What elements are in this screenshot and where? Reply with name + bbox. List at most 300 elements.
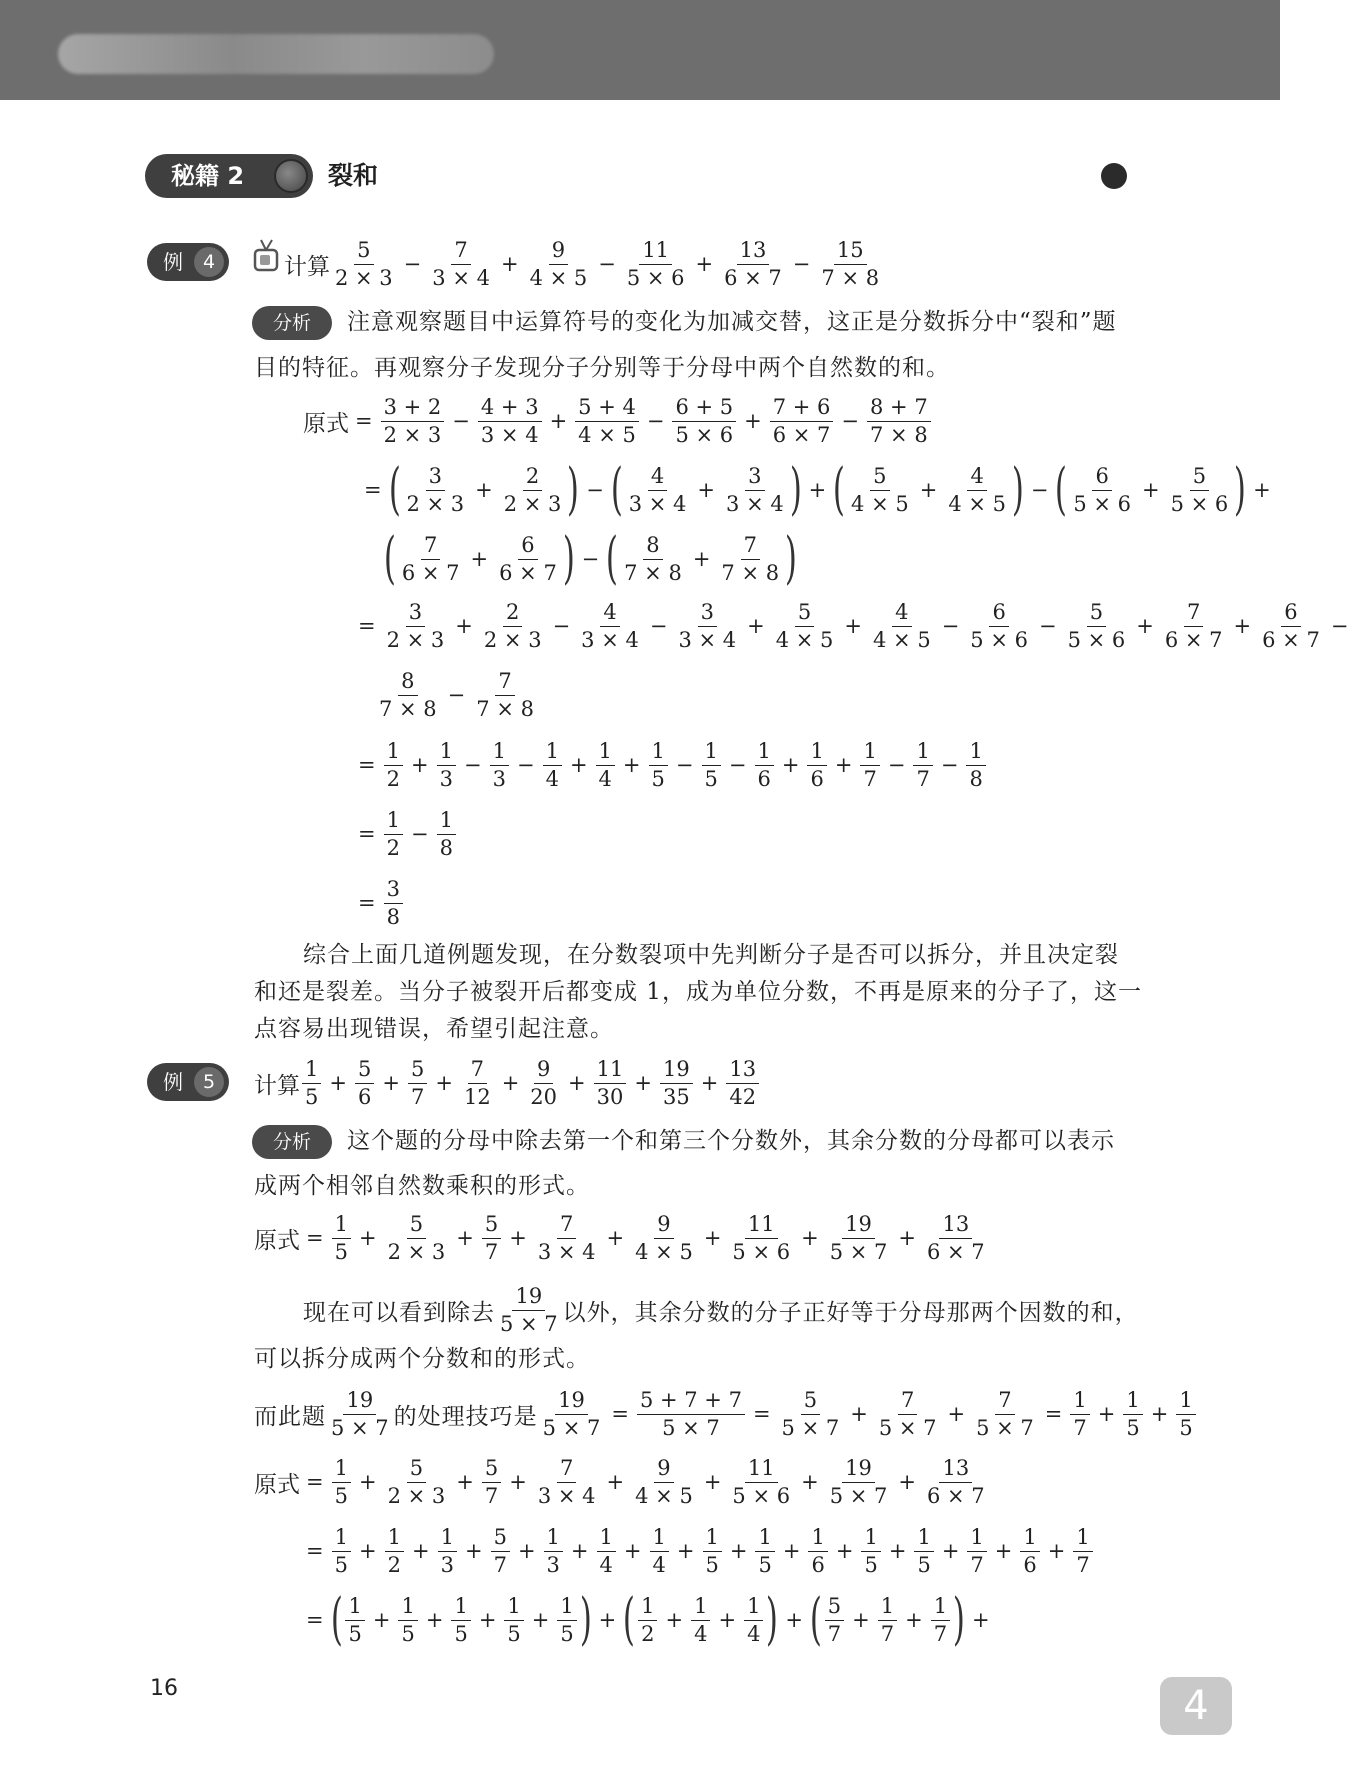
- operator: =: [358, 891, 376, 915]
- denominator: 12: [463, 1084, 491, 1109]
- parenthesis: (: [610, 457, 623, 522]
- fraction: [621, 532, 685, 587]
- fraction: [755, 1524, 774, 1579]
- operator: +: [531, 1608, 550, 1632]
- denominator: 5 × 6: [675, 422, 734, 447]
- denominator: 4: [599, 1552, 613, 1577]
- denominator: 4 × 5: [948, 491, 1006, 516]
- numerator: 1: [332, 1211, 351, 1239]
- operator: −: [841, 409, 860, 433]
- denominator: 4 × 5: [775, 627, 834, 652]
- denominator: 2 × 3: [383, 422, 442, 447]
- denominator: 5: [334, 1552, 348, 1577]
- parenthesis: ): [766, 1587, 779, 1652]
- operator: −: [1030, 478, 1049, 502]
- example-5-problem: [254, 1053, 761, 1113]
- numerator: 6: [1281, 599, 1300, 627]
- operator: +: [844, 614, 863, 638]
- numerator: 1: [543, 738, 562, 766]
- fraction: [861, 1524, 880, 1579]
- denominator: 5: [348, 1621, 362, 1646]
- denominator: 7 × 8: [379, 696, 437, 721]
- origin-label: 原式: [254, 1471, 300, 1498]
- parenthesis: ): [562, 526, 575, 591]
- fraction: [637, 1387, 745, 1442]
- denominator: 3: [440, 1552, 454, 1577]
- operator: +: [435, 1071, 453, 1095]
- fraction: [1168, 463, 1232, 518]
- denominator: 6 × 7: [772, 422, 831, 447]
- origin-label: 原式: [303, 410, 349, 437]
- numerator: 7: [741, 532, 760, 560]
- numerator: 1: [384, 807, 403, 835]
- denominator: 6 × 7: [724, 265, 782, 290]
- operator: =: [358, 822, 376, 846]
- fraction: [827, 1455, 891, 1510]
- fraction: [1176, 1387, 1195, 1442]
- denominator: 3: [439, 766, 453, 791]
- numerator: 6: [518, 532, 537, 560]
- fraction: [1070, 1387, 1089, 1442]
- numerator: 11: [745, 1455, 778, 1483]
- fraction: [535, 1455, 599, 1510]
- fraction: [473, 668, 537, 723]
- operator: +: [695, 252, 714, 276]
- denominator: 4: [652, 1552, 666, 1577]
- fraction: [878, 1593, 897, 1648]
- numerator: 7: [995, 1387, 1014, 1415]
- fraction: [594, 1056, 627, 1111]
- denominator: 6: [1023, 1552, 1037, 1577]
- denominator: 3 × 4: [432, 265, 490, 290]
- denominator: 4 × 5: [578, 422, 636, 447]
- operator: +: [549, 409, 568, 433]
- solution-line: [358, 874, 405, 932]
- numerator: 1: [557, 1593, 576, 1621]
- numerator: 4 + 3: [478, 394, 542, 422]
- fraction: [543, 738, 562, 793]
- denominator: 7 × 8: [476, 696, 534, 721]
- parenthesis: ): [785, 526, 798, 591]
- denominator: 4: [598, 766, 612, 791]
- denominator: 5 × 7: [829, 1483, 888, 1508]
- fraction: [482, 1455, 501, 1510]
- operator: −: [447, 683, 466, 707]
- denominator: 7: [863, 766, 877, 791]
- denominator: 3: [546, 1552, 560, 1577]
- numerator: 1: [437, 807, 456, 835]
- example-number: 5: [194, 1067, 224, 1097]
- operator: +: [905, 1608, 923, 1632]
- numerator: 1: [860, 738, 879, 766]
- operator: +: [697, 478, 716, 502]
- operator: +: [700, 1071, 719, 1095]
- operator: +: [888, 1539, 907, 1563]
- solution-line: [383, 526, 798, 591]
- text-segment: 的处理技巧是: [393, 1403, 538, 1430]
- fraction: [557, 1593, 576, 1648]
- fraction: [755, 738, 774, 793]
- numerator: 19: [512, 1283, 545, 1311]
- denominator: 7 × 8: [870, 422, 928, 447]
- denominator: 5 × 7: [331, 1415, 389, 1440]
- analysis-text-line: 这个题的分母中除去第一个和第三个分数外，其余分数的分母都可以表示: [347, 1128, 1115, 1154]
- fraction: [729, 1455, 793, 1510]
- numerator: 1: [504, 1593, 523, 1621]
- operator: +: [665, 1608, 684, 1632]
- numerator: 1: [703, 1524, 722, 1552]
- fraction: [384, 599, 448, 654]
- operator: +: [470, 547, 489, 571]
- denominator: 5: [334, 1483, 348, 1508]
- fraction: [385, 1524, 404, 1579]
- numerator: 1: [755, 1524, 774, 1552]
- denominator: 3: [492, 766, 506, 791]
- parenthesis: (: [623, 1587, 636, 1652]
- numerator: 1: [878, 1593, 897, 1621]
- denominator: 5 × 6: [626, 265, 685, 290]
- fraction: [779, 1387, 843, 1442]
- numerator: 1: [931, 1593, 950, 1621]
- solution-line: [358, 736, 988, 794]
- operator: +: [941, 1539, 960, 1563]
- fraction: [384, 876, 403, 931]
- fraction: [504, 1593, 523, 1648]
- fraction: [860, 738, 879, 793]
- solution-line: [306, 1522, 1095, 1580]
- operator: =: [1044, 1402, 1063, 1426]
- denominator: 5: [864, 1552, 878, 1577]
- numerator: 1: [1176, 1387, 1195, 1415]
- fraction: [384, 807, 403, 862]
- operator: −: [675, 753, 694, 777]
- numerator: 1: [345, 1593, 364, 1621]
- tv-icon: [253, 238, 279, 274]
- fraction: [437, 807, 456, 862]
- fraction: [626, 463, 690, 518]
- denominator: 7: [933, 1621, 948, 1646]
- fraction: [596, 738, 615, 793]
- operator: +: [358, 1539, 377, 1563]
- denominator: 5: [704, 766, 718, 791]
- denominator: 5: [560, 1621, 574, 1646]
- fraction: [876, 1387, 940, 1442]
- denominator: 2 × 3: [387, 1239, 446, 1264]
- example-label: 例: [163, 250, 183, 274]
- denominator: 2 × 3: [483, 627, 542, 652]
- denominator: 5 × 7: [781, 1415, 840, 1440]
- operator: +: [744, 409, 762, 433]
- denominator: 4: [545, 766, 559, 791]
- analysis-badge: 分析: [252, 306, 332, 340]
- operator: −: [940, 753, 959, 777]
- example-number: 4: [194, 247, 224, 277]
- operator: +: [971, 1608, 990, 1632]
- fraction: [1259, 599, 1323, 654]
- fraction: [1065, 599, 1129, 654]
- denominator: 5: [1126, 1415, 1140, 1440]
- fraction: [527, 1056, 560, 1111]
- fraction: [723, 463, 787, 518]
- numerator: 7 + 6: [770, 394, 834, 422]
- numerator: 1: [744, 1593, 763, 1621]
- operator: −: [586, 478, 604, 502]
- operator: =: [364, 478, 382, 502]
- denominator: 8: [969, 766, 983, 791]
- denominator: 3 × 4: [678, 627, 737, 652]
- numerator: 1: [332, 1524, 351, 1552]
- fraction: [332, 1524, 351, 1579]
- fraction: [575, 394, 639, 449]
- numerator: 9: [654, 1211, 673, 1239]
- denominator: 6 × 7: [1164, 627, 1223, 652]
- fraction: [403, 463, 467, 518]
- fraction: [632, 1211, 696, 1266]
- numerator: 19: [842, 1211, 875, 1239]
- operator: +: [456, 1470, 474, 1494]
- numerator: 5: [1087, 599, 1106, 627]
- denominator: 3 × 4: [628, 491, 687, 516]
- numerator: 6: [989, 599, 1008, 627]
- text-segment: 现在可以看到除去: [303, 1299, 495, 1326]
- numerator: 1: [438, 1524, 457, 1552]
- numerator: 9: [534, 1056, 553, 1084]
- denominator: 5 × 7: [662, 1415, 720, 1440]
- solution-line: [374, 666, 539, 724]
- numerator: 9: [654, 1455, 673, 1483]
- analysis-text-line: 目的特征。再观察分子发现分子分别等于分母中两个自然数的和。: [254, 355, 950, 381]
- operator: +: [1136, 614, 1154, 638]
- denominator: 20: [530, 1084, 558, 1109]
- operator: +: [785, 1608, 803, 1632]
- operator: +: [501, 1071, 520, 1095]
- numerator: 5: [491, 1524, 510, 1552]
- fraction: [535, 1211, 599, 1266]
- numerator: 2: [523, 463, 542, 491]
- denominator: 4 × 5: [635, 1483, 693, 1508]
- operator: −: [552, 614, 571, 638]
- numerator: 1: [384, 738, 403, 766]
- numerator: 5: [801, 1387, 820, 1415]
- section-badge: [145, 154, 313, 198]
- text-segment: 以外，其余分数的分子正好等于分母那两个因数的和，: [562, 1299, 1139, 1326]
- denominator: 7: [1073, 1415, 1087, 1440]
- fraction: [624, 237, 688, 292]
- operator: +: [372, 1608, 391, 1632]
- analysis-text-line: 成两个相邻自然数乘积的形式。: [254, 1173, 590, 1199]
- numerator: 7: [557, 1211, 576, 1239]
- denominator: 7: [410, 1084, 425, 1109]
- fraction: [913, 738, 932, 793]
- numerator: 1: [638, 1593, 657, 1621]
- denominator: 5: [705, 1552, 719, 1577]
- numerator: 11: [594, 1056, 627, 1084]
- numerator: 4: [892, 599, 911, 627]
- example-5-badge: [147, 1063, 229, 1101]
- numerator: 1: [967, 1524, 986, 1552]
- denominator: 5 × 7: [878, 1415, 937, 1440]
- parenthesis: ): [1011, 457, 1024, 522]
- fraction: [649, 738, 668, 793]
- operator: −: [792, 252, 811, 276]
- parenthesis: (: [606, 526, 619, 591]
- numerator: 8 + 7: [867, 394, 931, 422]
- numerator: 13: [737, 237, 770, 265]
- parenthesis: (: [833, 457, 846, 522]
- operator: +: [703, 1470, 722, 1494]
- fraction: [702, 738, 721, 793]
- operator: −: [646, 409, 665, 433]
- fraction: [490, 738, 509, 793]
- fraction: [482, 1211, 501, 1266]
- fraction: [478, 394, 542, 449]
- bullet-dot-icon: [1101, 163, 1127, 189]
- numerator: 3: [384, 876, 403, 904]
- fraction: [924, 1455, 988, 1510]
- fraction: [931, 1593, 950, 1648]
- example-4-problem: [284, 234, 884, 294]
- compute-label: 计算: [284, 253, 330, 280]
- numerator: 5: [1190, 463, 1209, 491]
- fraction: [729, 1211, 793, 1266]
- operator: +: [676, 1539, 695, 1563]
- operator: +: [1097, 1402, 1116, 1426]
- operator: −: [1330, 614, 1349, 638]
- fraction: [332, 237, 396, 292]
- denominator: 6 × 7: [926, 1483, 985, 1508]
- numerator: 13: [939, 1211, 972, 1239]
- denominator: 5 × 7: [542, 1415, 601, 1440]
- fraction: [497, 1283, 561, 1338]
- operator: +: [517, 1539, 536, 1563]
- fraction: [744, 1593, 763, 1648]
- denominator: 7 × 8: [821, 265, 880, 290]
- denominator: 5 × 6: [732, 1239, 791, 1264]
- denominator: 4 × 5: [851, 491, 909, 516]
- numerator: 6: [1092, 463, 1111, 491]
- fraction: [597, 1524, 616, 1579]
- operator: +: [729, 1539, 748, 1563]
- operator: +: [692, 547, 711, 571]
- denominator: 5 × 6: [1067, 627, 1126, 652]
- fraction: [1073, 1524, 1092, 1579]
- fraction: [914, 1524, 933, 1579]
- fraction: [773, 599, 837, 654]
- fraction: [429, 237, 493, 292]
- denominator: 5 × 6: [1170, 491, 1229, 516]
- compute-label: 计算: [254, 1072, 300, 1099]
- numerator: 5: [407, 1455, 426, 1483]
- operator: +: [747, 614, 765, 638]
- denominator: 7: [880, 1621, 895, 1646]
- fraction: [355, 1056, 374, 1111]
- denominator: 7: [484, 1483, 499, 1508]
- operator: +: [994, 1539, 1013, 1563]
- denominator: 3 × 4: [480, 422, 539, 447]
- numerator: 7: [468, 1056, 487, 1084]
- fraction: [870, 599, 934, 654]
- numerator: 13: [726, 1056, 759, 1084]
- fraction: [544, 1524, 563, 1579]
- fraction: [660, 1056, 693, 1111]
- fraction: [385, 1211, 449, 1266]
- operator: +: [850, 1402, 868, 1426]
- operator: +: [1047, 1539, 1066, 1563]
- operator: =: [306, 1226, 324, 1250]
- numerator: 1: [451, 1593, 470, 1621]
- operator: +: [801, 1470, 819, 1494]
- numerator: 5: [795, 599, 814, 627]
- numerator: 1: [861, 1524, 880, 1552]
- numerator: 3: [406, 599, 425, 627]
- numerator: 7: [421, 532, 440, 560]
- numerator: 1: [302, 1056, 321, 1084]
- operator: +: [568, 1071, 586, 1095]
- numerator: 8: [643, 532, 662, 560]
- numerator: 8: [398, 668, 417, 696]
- denominator: 5 × 7: [976, 1415, 1034, 1440]
- parenthesis: ): [567, 457, 580, 522]
- numerator: 11: [745, 1211, 778, 1239]
- numerator: 1: [544, 1524, 563, 1552]
- origin-label: 原式: [254, 1227, 300, 1254]
- numerator: 3: [745, 463, 764, 491]
- fraction: [501, 463, 565, 518]
- numerator: 1: [385, 1524, 404, 1552]
- fraction: [672, 394, 736, 449]
- fraction: [578, 599, 642, 654]
- summary-text-line: 综合上面几道例题发现，在分数裂项中先判断分子是否可以拆分，并且决定裂: [303, 942, 1119, 968]
- fraction: [438, 1524, 457, 1579]
- denominator: 30: [596, 1084, 624, 1109]
- operator: =: [358, 614, 376, 638]
- denominator: 35: [662, 1084, 690, 1109]
- numerator: 5: [407, 1211, 426, 1239]
- fraction: [807, 738, 826, 793]
- operator: +: [622, 753, 641, 777]
- operator: +: [569, 753, 588, 777]
- numerator: 3: [426, 463, 445, 491]
- fraction: [1070, 463, 1134, 518]
- fraction: [491, 1524, 510, 1579]
- chapter-badge: 4: [1160, 1677, 1232, 1735]
- operator: +: [718, 1608, 737, 1632]
- denominator: 2: [641, 1621, 655, 1646]
- denominator: 4: [694, 1621, 708, 1646]
- operator: −: [463, 753, 482, 777]
- operator: +: [410, 753, 429, 777]
- denominator: 2 × 3: [503, 491, 562, 516]
- fraction: [381, 394, 445, 449]
- fraction: [345, 1593, 364, 1648]
- fraction: [399, 532, 463, 587]
- denominator: 5: [651, 766, 665, 791]
- operator: +: [947, 1402, 966, 1426]
- denominator: 5: [758, 1552, 772, 1577]
- solution-line: [358, 597, 1354, 655]
- numerator: 1: [649, 738, 668, 766]
- fraction: [721, 237, 785, 292]
- numerator: 19: [343, 1387, 376, 1415]
- operator: +: [781, 753, 800, 777]
- denominator: 7 × 8: [721, 560, 780, 585]
- technique-line: [254, 1385, 1198, 1443]
- parenthesis: (: [383, 526, 396, 591]
- numerator: 7: [495, 668, 514, 696]
- fraction: [703, 1524, 722, 1579]
- denominator: 5: [401, 1621, 415, 1646]
- fraction: [691, 1593, 710, 1648]
